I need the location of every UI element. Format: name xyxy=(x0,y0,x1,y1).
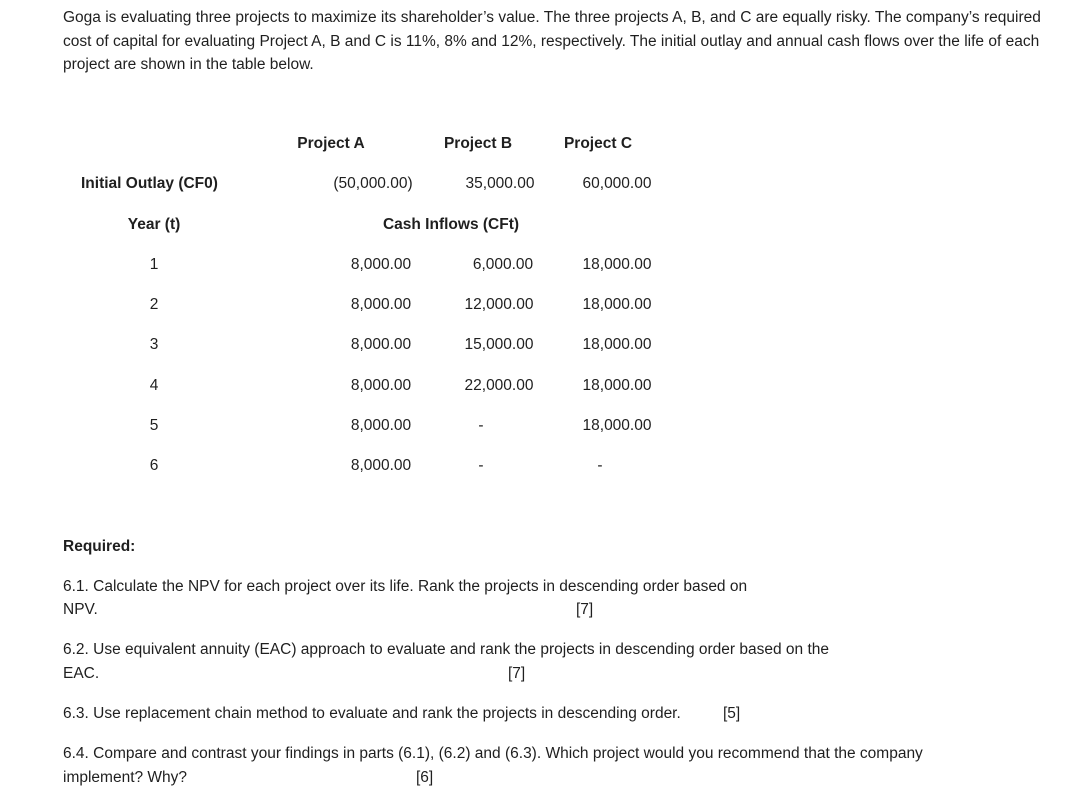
question-6-4: 6.4. Compare and contrast your findings in parts (6.1), (6.2) and (6.3). Which project would you recommend that the company xyxy=(63,745,923,762)
year-cell: 1 xyxy=(149,256,159,273)
question-6-1: 6.1. Calculate the NPV for each project over its life. Rank the projects in descending order based on xyxy=(63,578,748,595)
cash-c-cell: - xyxy=(597,457,603,474)
cash-b-cell: - xyxy=(478,417,484,434)
cash-a-cell: 8,000.00 xyxy=(350,457,412,474)
year-cell: 6 xyxy=(149,457,159,474)
year-label: Year (t) xyxy=(127,216,181,233)
question-6-3-marks: [5] xyxy=(723,705,741,722)
cash-a-cell: 8,000.00 xyxy=(350,256,412,273)
cash-c-cell: 18,000.00 xyxy=(582,296,652,313)
header-project-b: Project B xyxy=(443,135,513,152)
initial-outlay-label: Initial Outlay (CF0) xyxy=(81,175,218,192)
year-cell: 4 xyxy=(149,377,159,394)
question-6-3: 6.3. Use replacement chain method to evaluate and rank the projects in descending order. xyxy=(63,705,681,722)
question-6-4-marks: [6] xyxy=(416,769,434,786)
header-project-a: Project A xyxy=(297,135,365,152)
header-project-c: Project C xyxy=(563,135,633,152)
cash-b-cell: 12,000.00 xyxy=(464,296,534,313)
initial-outlay-b: 35,000.00 xyxy=(465,175,535,192)
cash-b-cell: - xyxy=(478,457,484,474)
cash-a-cell: 8,000.00 xyxy=(350,377,412,394)
initial-outlay-c: 60,000.00 xyxy=(582,175,652,192)
cash-c-cell: 18,000.00 xyxy=(582,256,652,273)
required-heading: Required: xyxy=(63,538,136,555)
question-6-1-cont: NPV. xyxy=(63,601,98,618)
cash-c-cell: 18,000.00 xyxy=(582,336,652,353)
cash-b-cell: 15,000.00 xyxy=(464,336,534,353)
question-6-2-cont: EAC. xyxy=(63,665,100,682)
year-cell: 3 xyxy=(149,336,159,353)
question-6-2: 6.2. Use equivalent annuity (EAC) approach to evaluate and rank the projects in descending order based on the xyxy=(63,641,830,658)
cash-b-cell: 22,000.00 xyxy=(464,377,534,394)
initial-outlay-a: (50,000.00) xyxy=(333,175,413,192)
cash-c-cell: 18,000.00 xyxy=(582,377,652,394)
cash-a-cell: 8,000.00 xyxy=(350,336,412,353)
question-6-4-cont: implement? Why? xyxy=(63,769,188,786)
intro-paragraph: Goga is evaluating three projects to maximize its shareholder’s value. The three projects A, B, and C are equally risky. The company’s required cost of capital for evaluating Project A, B and C is 11%, 8% and 12%, respectively. The initial outlay and annual cash flows over the life of each project are shown in the table below. xyxy=(63,9,1041,73)
year-cell: 2 xyxy=(149,296,159,313)
question-6-2-marks: [7] xyxy=(508,665,526,682)
cash-a-cell: 8,000.00 xyxy=(350,296,412,313)
cash-c-cell: 18,000.00 xyxy=(582,417,652,434)
cash-inflows-label: Cash Inflows (CFt) xyxy=(382,216,520,233)
year-cell: 5 xyxy=(149,417,159,434)
question-6-1-marks: [7] xyxy=(576,601,594,618)
cash-a-cell: 8,000.00 xyxy=(350,417,412,434)
cash-b-cell: 6,000.00 xyxy=(472,256,534,273)
